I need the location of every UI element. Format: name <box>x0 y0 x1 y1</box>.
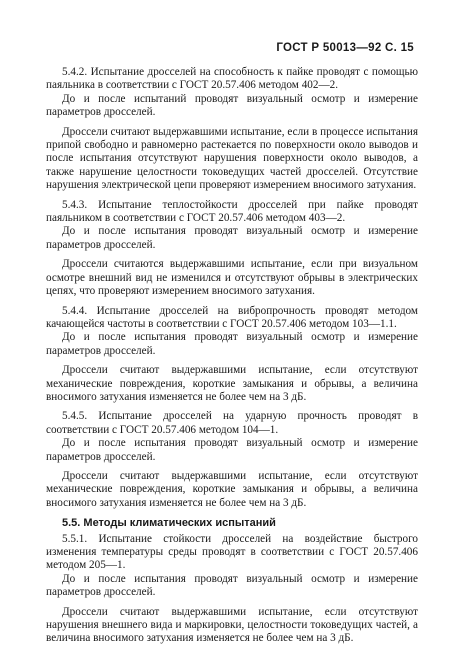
paragraph-5-4-3: 5.4.3. Испытание теплостойкости дросселей при пайке проводят паяльником в соответствии с ГОСТ 20.57.406 методом 403—2. <box>46 198 418 225</box>
paragraph-5-4-2: 5.4.2. Испытание дросселей на способность к пайке проводят с помощью паяльника в соответствии с ГОСТ 20.57.406 методом 402—2. <box>46 66 418 92</box>
paragraph-5-4-4: 5.4.4. Испытание дросселей на вибропрочность проводят методом качающейся частоты в соответствии с ГОСТ 20.57.406 методом 103—1.1. <box>46 304 418 330</box>
paragraph: До и после испытания проводят визуальный осмотр и измерение параметров дросселей. <box>46 437 418 463</box>
paragraph: Дроссели считают выдержавшими испытание, если отсутствуют механические повреждения, короткие замыкания и обрывы, а величина вносимого затухания изменяется не более чем на 3 дБ. <box>46 364 418 403</box>
paragraph-5-4-5: 5.4.5. Испытание дросселей на ударную прочность проводят в соответствии с ГОСТ 20.57.406 методом 104—1. <box>46 410 418 436</box>
paragraph: Дроссели считают выдержавшими испытание, если отсутствуют нарушения внешнего вида и маркировки, целостности токоведущих частей, а величина вносимого затухания изменяется не более чем на 3 дБ. <box>46 605 418 645</box>
section-heading-5-5: 5.5. Методы климатических испытаний <box>62 517 276 530</box>
paragraph: До и после испытаний проводят визуальный осмотр и измерение параметров дросселей. <box>46 92 418 119</box>
paragraph: До и после испытания проводят визуальный осмотр и измерение параметров дросселей. <box>46 572 418 599</box>
document-body <box>46 66 418 646</box>
paragraph: Дроссели считаются выдержавшими испытание, если при визуальном осмотре внешний вид не изменился и отсутствуют обрывы в электрических цепях, что проверяют измерением вносимого затухания. <box>46 258 418 298</box>
paragraph: Дроссели считают выдержавшими испытание, если в процессе испытания припой свободно и равномерно растекается по поверхности около выводов и после испытания отсутствуют нарушения поверхности около выводов, а также нарушение целостности токоведущих частей дросселей. Отсутствие нарушения электрической цепи проверяют измерением вносимого затухания. <box>46 125 418 192</box>
paragraph: До и после испытания проводят визуальный осмотр и измерение параметров дросселей. <box>46 331 418 357</box>
page-header: ГОСТ Р 50013—92 С. 15 <box>276 42 414 54</box>
paragraph-5-5-1: 5.5.1. Испытание стойкости дросселей на воздействие быстрого изменения температуры среды проводят в соответствии с ГОСТ 20.57.406 методом 205—1. <box>46 532 418 572</box>
paragraph: До и после испытания проводят визуальный осмотр и измерение параметров дросселей. <box>46 225 418 251</box>
paragraph: Дроссели считают выдержавшими испытание, если отсутствуют механические повреждения, короткие замыкания и обрывы, а величина вносимого затухания изменяется не более чем на 3 дБ. <box>46 469 418 509</box>
